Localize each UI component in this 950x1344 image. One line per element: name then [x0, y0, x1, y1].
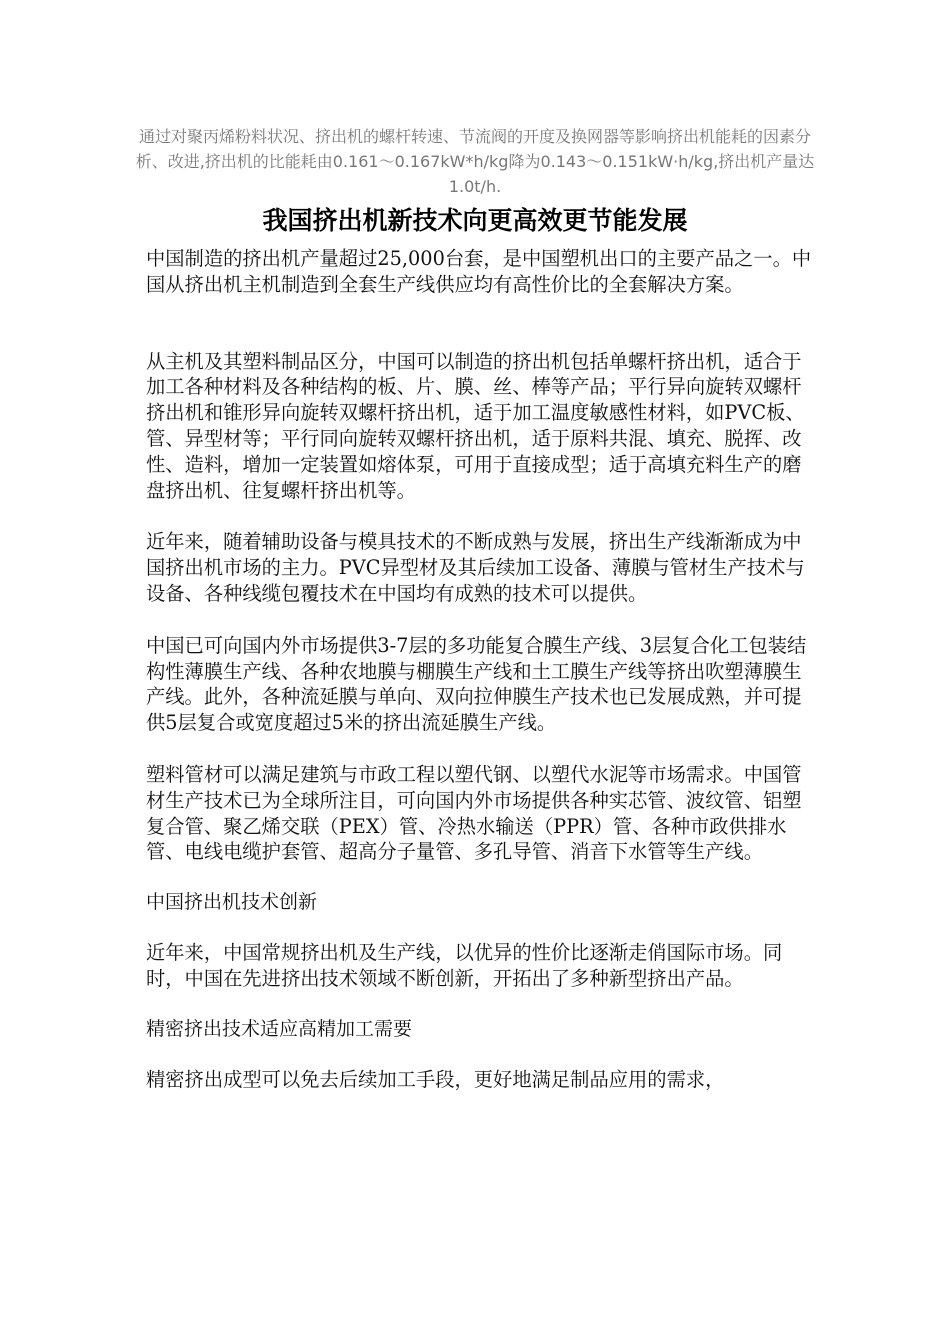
article-body [146, 246, 818, 1093]
paragraph-film-lines: 中国已可向国内外市场提供3-7层的多功能复合膜生产线、3层复合化工包装结构性薄膜生产线、各种农地膜与棚膜生产线和土工膜生产线等挤出吹塑薄膜生产线。此外，各种流延膜与单向、双向拉伸膜生产技术也已发展成熟，并可提供5层复合或宽度超过5米的挤出流延膜生产线。 [146, 633, 807, 735]
abstract-text: 通过对聚丙烯粉料状况、挤出机的螺杆转速、节流阀的开度及换网器等影响挤出机能耗的因素分析、改进,挤出机的比能耗由0.161～0.167kW*h/kg降为0.143～0.151kW·h/kg,挤出机产量达1.0t/h. [135, 127, 815, 196]
paragraph-machine-types: 从主机及其塑料制品区分，中国可以制造的挤出机包括单螺杆挤出机，适合于加工各种材料及各种结构的板、片、膜、丝、棒等产品；平行异向旋转双螺杆挤出机和锥形异向旋转双螺杆挤出机，适于加工温度敏感性材料，如PVC板、管、异型材等；平行同向旋转双螺杆挤出机，适于原料共混、填充、脱挥、改性、造料，增加一定装置如熔体泵，可用于直接成型；适于高填充料生产的磨盘挤出机、往复螺杆挤出机等。 [146, 349, 805, 502]
paragraph-intro: 中国制造的挤出机产量超过25,000台套，是中国塑机出口的主要产品之一。中国从挤出机主机制造到全套生产线供应均有高性价比的全套解决方案。 [146, 247, 812, 296]
section-heading-innovation: 中国挤出机技术创新 [146, 891, 318, 914]
paragraph-production-lines: 近年来，随着辅助设备与模具技术的不断成熟与发展，挤出生产线渐渐成为中国挤出机市场的主力。PVC异型材及其后续加工设备、薄膜与管材生产技术与设备、各种线缆包覆技术在中国均有成熟的技术可以提供。 [146, 530, 805, 605]
article-title: 我国挤出机新技术向更高效更节能发展 [262, 206, 688, 235]
section-heading-precision: 精密挤出技术适应高精加工需要 [146, 1017, 413, 1040]
paragraph-pipe-lines: 塑料管材可以满足建筑与市政工程以塑代钢、以塑代水泥等市场需求。中国管材生产技术已为全球所注目，可向国内外市场提供各种实芯管、波纹管、铝塑复合管、聚乙烯交联（PEX）管、冷热水输送（PPR）管、各种市政供排水管、电线电缆护套管、超高分子量管、多孔导管、消音下水管等生产线。 [146, 762, 802, 864]
paragraph-precision: 精密挤出成型可以免去后续加工手段，更好地满足制品应用的需求， [146, 1067, 725, 1091]
paragraph-innovation: 近年来，中国常规挤出机及生产线，以优异的性价比逐渐走俏国际市场。同时，中国在先进挤出技术领域不断创新，开拓出了多种新型挤出产品。 [146, 941, 783, 990]
